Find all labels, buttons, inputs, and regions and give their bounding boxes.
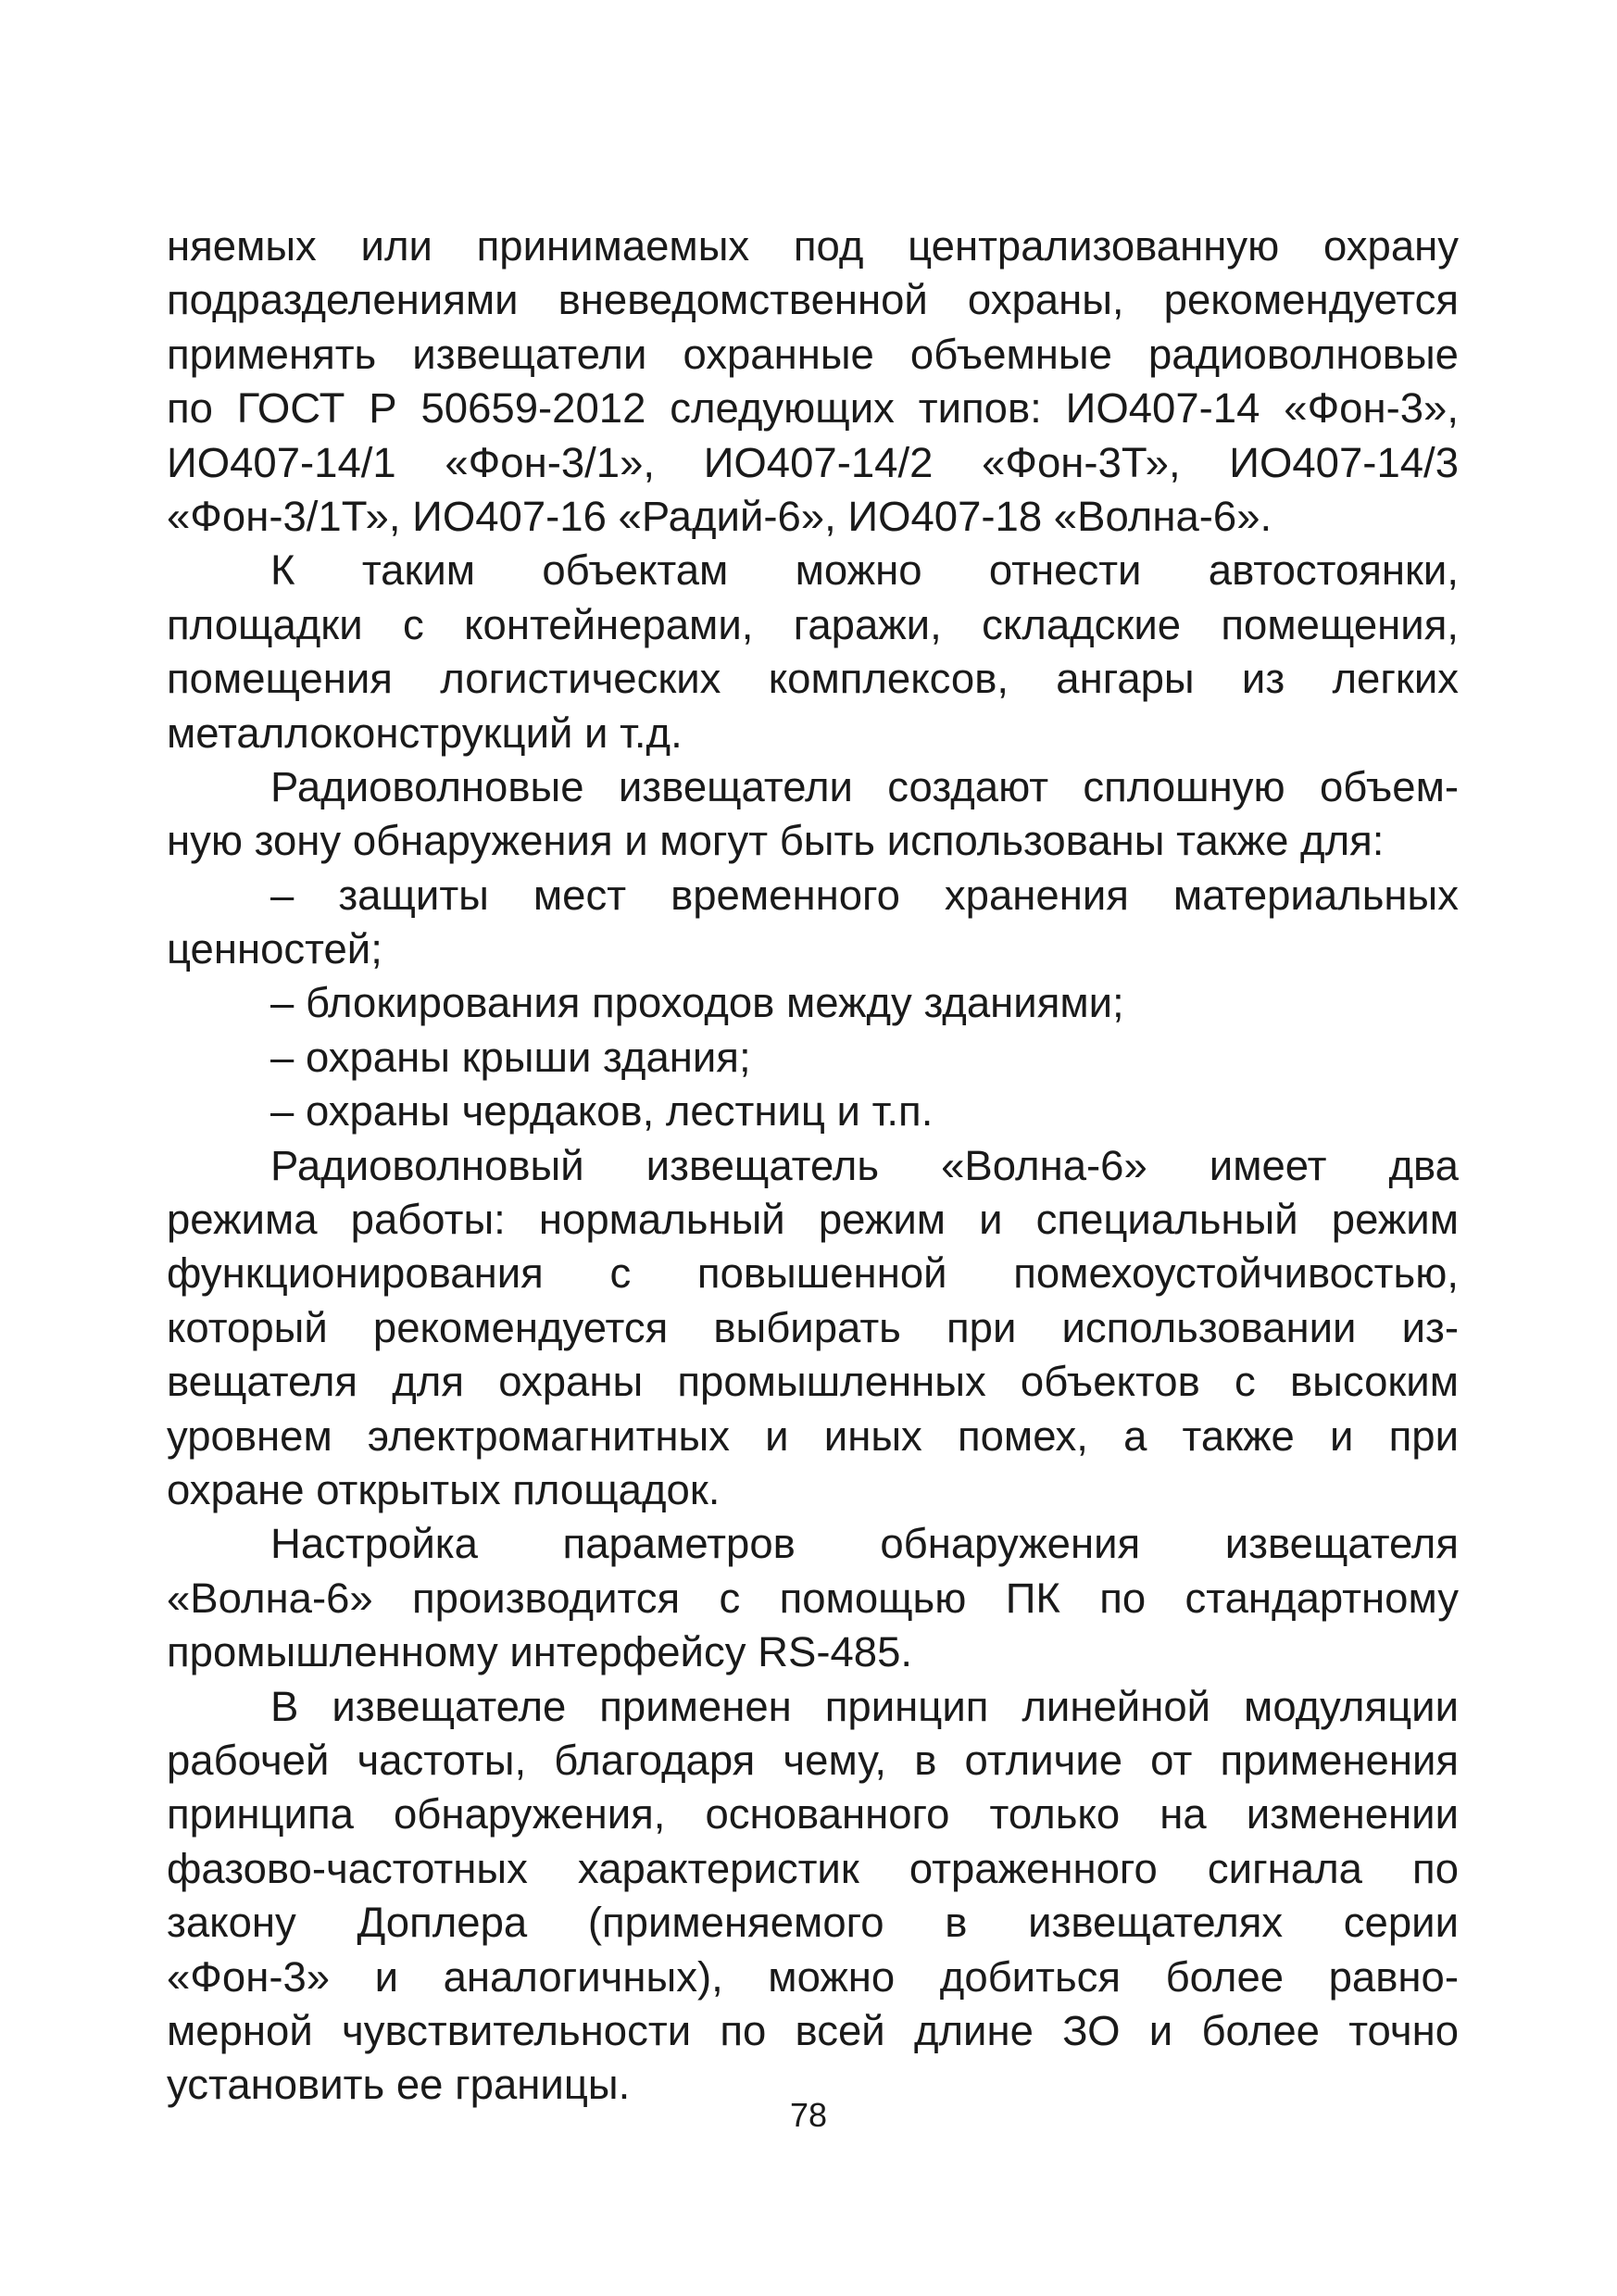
paragraph bbox=[167, 976, 1459, 1030]
text-line: закону Доплера (применяемого в извещателях серии bbox=[167, 1899, 1459, 1947]
text-line: ценностей; bbox=[167, 925, 382, 973]
paragraph bbox=[167, 1085, 1459, 1138]
paragraph bbox=[167, 869, 1459, 977]
text-line: мерной чувствительности по всей длине ЗО и более точно bbox=[167, 2006, 1459, 2054]
paragraph bbox=[167, 544, 1459, 760]
text-line: промышленному интерфейсу RS-485. bbox=[167, 1628, 913, 1676]
text-line: К таким объектам можно отнести автостоянки, bbox=[270, 546, 1459, 595]
text-line: по ГОСТ Р 50659-2012 следующих типов: ИО407-14 «Фон-3», bbox=[167, 384, 1459, 433]
paragraph bbox=[167, 760, 1459, 869]
text-line: – блокирования проходов между зданиями; bbox=[270, 979, 1124, 1027]
text-line: подразделениями вневедомственной охраны, рекомендуется bbox=[167, 276, 1459, 324]
text-line: площадки с контейнерами, гаражи, складские помещения, bbox=[167, 600, 1459, 648]
text-line: фазово-частотных характеристик отраженного сигнала по bbox=[167, 1844, 1459, 1892]
paragraph bbox=[167, 220, 1459, 544]
text-line: – охраны крыши здания; bbox=[270, 1033, 751, 1081]
text-line: рабочей частоты, благодаря чему, в отличие от применения bbox=[167, 1736, 1459, 1784]
text-line: установить ее границы. bbox=[167, 2061, 631, 2109]
text-line: – защиты мест временного хранения материальных bbox=[270, 871, 1459, 919]
text-line: Настройка параметров обнаружения извещателя bbox=[270, 1520, 1459, 1568]
text-line: – охраны чердаков, лестниц и т.п. bbox=[270, 1087, 934, 1135]
text-line: охране открытых площадок. bbox=[167, 1465, 721, 1513]
text-line: ную зону обнаружения и могут быть использованы также для: bbox=[167, 817, 1385, 865]
text-line: режима работы: нормальный режим и специальный режим bbox=[167, 1196, 1459, 1244]
text-line: ИО407-14/1 «Фон-3/1», ИО407-14/2 «Фон-3Т», ИО407-14/3 bbox=[167, 438, 1459, 486]
text-line: няемых или принимаемых под централизованную охрану bbox=[167, 222, 1459, 270]
page-number: 78 bbox=[789, 2096, 828, 2134]
text-line: Радиоволновый извещатель «Волна-6» имеет два bbox=[270, 1141, 1459, 1189]
document-body bbox=[167, 220, 1459, 2113]
text-line: В извещателе применен принцип линейной модуляции bbox=[270, 1682, 1459, 1730]
text-line: металлоконструкций и т.д. bbox=[167, 709, 683, 757]
text-line: помещения логистических комплексов, ангары из легких bbox=[167, 655, 1459, 703]
text-line: «Волна-6» производится с помощью ПК по стандартному bbox=[167, 1574, 1459, 1622]
paragraph bbox=[167, 1680, 1459, 2113]
text-line: принципа обнаружения, основанного только на изменении bbox=[167, 1790, 1459, 1838]
text-line: «Фон-3» и аналогичных), можно добиться более равно- bbox=[167, 1952, 1459, 2001]
paragraph bbox=[167, 1031, 1459, 1085]
text-line: функционирования с повышенной помехоустойчивостью, bbox=[167, 1249, 1459, 1298]
text-line: «Фон-3/1Т», ИО407-16 «Радий-6», ИО407-18 «Волна-6». bbox=[167, 492, 1272, 540]
text-line: применять извещатели охранные объемные радиоволновые bbox=[167, 330, 1459, 378]
text-line: который рекомендуется выбирать при использовании из- bbox=[167, 1303, 1459, 1351]
text-line: уровнем электромагнитных и иных помех, а также и при bbox=[167, 1411, 1459, 1460]
text-line: Радиоволновые извещатели создают сплошную объем- bbox=[270, 762, 1459, 810]
paragraph bbox=[167, 1517, 1459, 1679]
paragraph bbox=[167, 1139, 1459, 1518]
text-line: вещателя для охраны промышленных объектов с высоким bbox=[167, 1358, 1459, 1406]
